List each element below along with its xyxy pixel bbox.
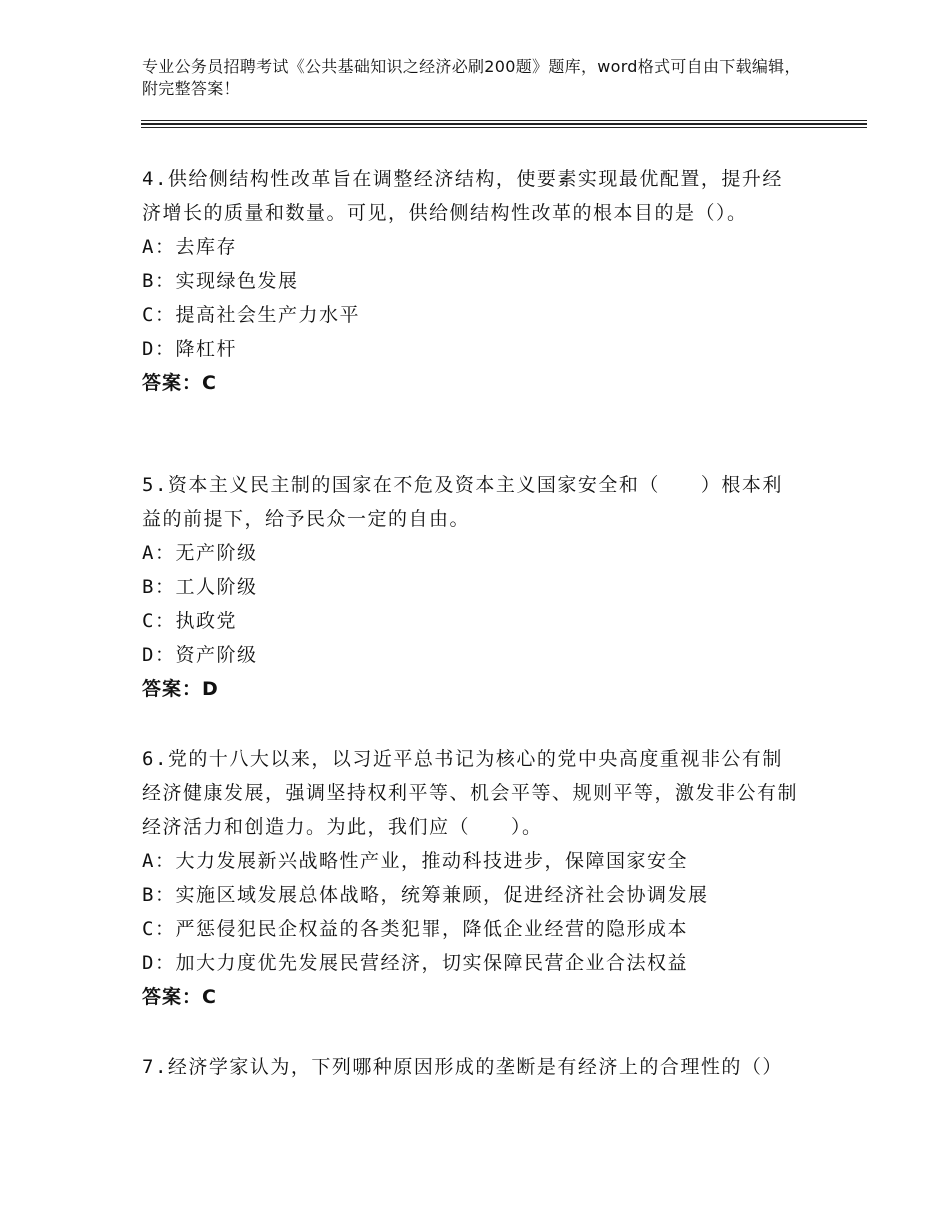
question-stem: 4.供给侧结构性改革旨在调整经济结构，使要素实现最优配置，提升经济增长的质量和数量。可见，供给侧结构性改革的根本目的是（）。 (142, 168, 783, 224)
header-rule-top (141, 120, 867, 121)
question-stem: 7.经济学家认为，下列哪种原因形成的垄断是有经济上的合理性的（） (142, 1056, 783, 1078)
option-d: D：加大力度优先发展民营经济，切实保障民营企业合法权益 (142, 952, 688, 974)
document-header: 专业公务员招聘考试《公共基础知识之经济必刷200题》题库，word格式可自由下载编辑，附完整答案！ (142, 57, 801, 98)
question-stem: 5.资本主义民主制的国家在不危及资本主义国家安全和（ ）根本利益的前提下，给予民众一定的自由。 (142, 474, 783, 530)
option-c: C：提高社会生产力水平 (142, 304, 360, 326)
answer-label: 答案：C (142, 372, 217, 394)
question-5 (142, 468, 802, 706)
option-a: A：去库存 (142, 236, 237, 258)
question-stem: 6.党的十八大以来，以习近平总书记为核心的党中央高度重视非公有制经济健康发展，强调坚持权利平等、机会平等、规则平等，激发非公有制经济活力和创造力。为此，我们应（ ）。 (142, 748, 799, 838)
header-rule-bottom (141, 127, 867, 128)
header-rule-middle (141, 123, 867, 125)
question-6 (142, 742, 802, 1014)
option-b: B：实施区域发展总体战略，统筹兼顾，促进经济社会协调发展 (142, 884, 709, 906)
option-b: B：工人阶级 (142, 576, 258, 598)
option-a: A：大力发展新兴战略性产业，推动科技进步，保障国家安全 (142, 850, 688, 872)
option-d: D：资产阶级 (142, 644, 258, 666)
option-b: B：实现绿色发展 (142, 270, 299, 292)
answer-label: 答案：D (142, 678, 219, 700)
option-c: C：执政党 (142, 610, 237, 632)
option-d: D：降杠杆 (142, 338, 237, 360)
option-a: A：无产阶级 (142, 542, 258, 564)
question-7 (142, 1050, 802, 1084)
question-4 (142, 162, 802, 400)
option-c: C：严惩侵犯民企权益的各类犯罪，降低企业经营的隐形成本 (142, 918, 688, 940)
answer-label: 答案：C (142, 986, 217, 1008)
